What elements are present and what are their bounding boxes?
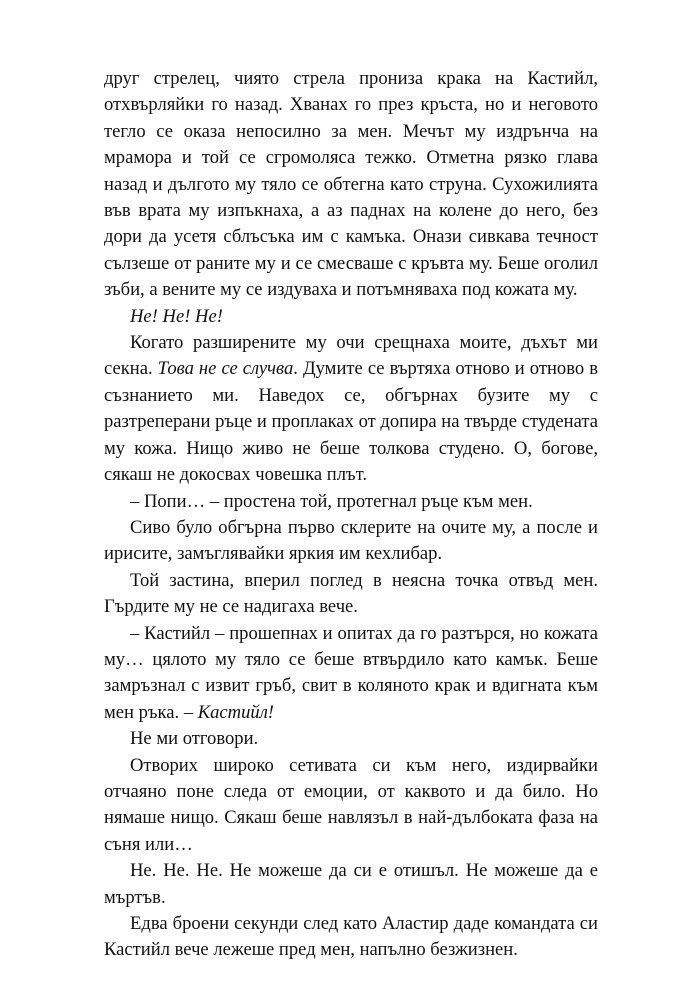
paragraph-text: – Попи… – простена той, протегнал ръце към мен. <box>130 490 533 512</box>
page-text <box>104 66 598 964</box>
paragraph-2 <box>104 304 598 330</box>
paragraph-text-italic: Кастийл! <box>197 701 274 723</box>
paragraph-9 <box>104 753 598 859</box>
paragraph-text: друг стрелец, чиято стрела прониза крака на Кастийл, отхвърляйки го назад. Хванах го през кръста, но и неговото тегло се оказа непосилно за мен. Мечът му издрънча на мрамора и той се сгромоляса тежко. Отметна рязко глава назад и дългото му тяло се обтегна като струна. Сухожилията във врата му изпъкнаха, а аз паднах на колене до него, без дори да усетя сблъсъка им с камъка. Онази сивкава течност сълзеше от раните му и се смесваше с кръвта му. Беше оголил зъби, а вените му се издуваха и потъмняваха под кожата му. <box>104 68 598 301</box>
paragraph-text: Едва броени секунди след като Аластир даде командата си Кастийл вече лежеше пред мен, напълно безжизнен. <box>104 913 598 961</box>
paragraph-text: Отворих широко сетивата си към него, издирвайки отчаяно поне следа от емоции, от каквото и да било. Но нямаше нищо. Сякаш беше навлязъл в най-дълбоката фаза на съня или… <box>104 754 598 855</box>
paragraph-11 <box>104 911 598 964</box>
paragraph-text-italic: Не! Не! Не! <box>130 305 223 327</box>
paragraph-text: – Кастийл – прошепнах и опитах да го разтърся, но кожата му… цялото му тяло се беше втвърдило като камък. Беше замръзнал с извит гръб, свит в коляното крак и вдигната към мен ръка. – <box>104 622 598 723</box>
paragraph-6 <box>104 568 598 621</box>
paragraph-text: Той застина, вперил поглед в неясна точка отвъд мен. Гърдите му не се надигаха вече. <box>104 569 598 618</box>
paragraph-8 <box>104 726 598 752</box>
paragraph-5 <box>104 515 598 568</box>
paragraph-text: Не ми отговори. <box>130 728 259 750</box>
paragraph-text-italic: Това не се случва <box>157 358 294 380</box>
paragraph-text: Когато разширените му очи срещнаха моите, дъхът ми секна. <box>104 332 598 380</box>
paragraph-3 <box>104 330 598 488</box>
paragraph-text: Не. Не. Не. Не можеше да си е отишъл. Не можеше да е мъртъв. <box>104 860 598 908</box>
paragraph-text: . Думите се въртяха отново и отново в съзнанието ми. Наведох се, обгърнах бузите му с разтреперани ръце и проплаках от допира на твърде студената му кожа. Нищо живо не беше толкова студено. О, богове, сякаш не докосвах човешка плът. <box>104 358 598 486</box>
paragraph-4 <box>104 489 598 515</box>
paragraph-10 <box>104 858 598 911</box>
paragraph-1 <box>104 66 598 304</box>
paragraph-text: Сиво було обгърна първо склерите на очите му, а после и ирисите, замъглявайки яркия им кехлибар. <box>104 516 598 565</box>
paragraph-7 <box>104 621 598 727</box>
